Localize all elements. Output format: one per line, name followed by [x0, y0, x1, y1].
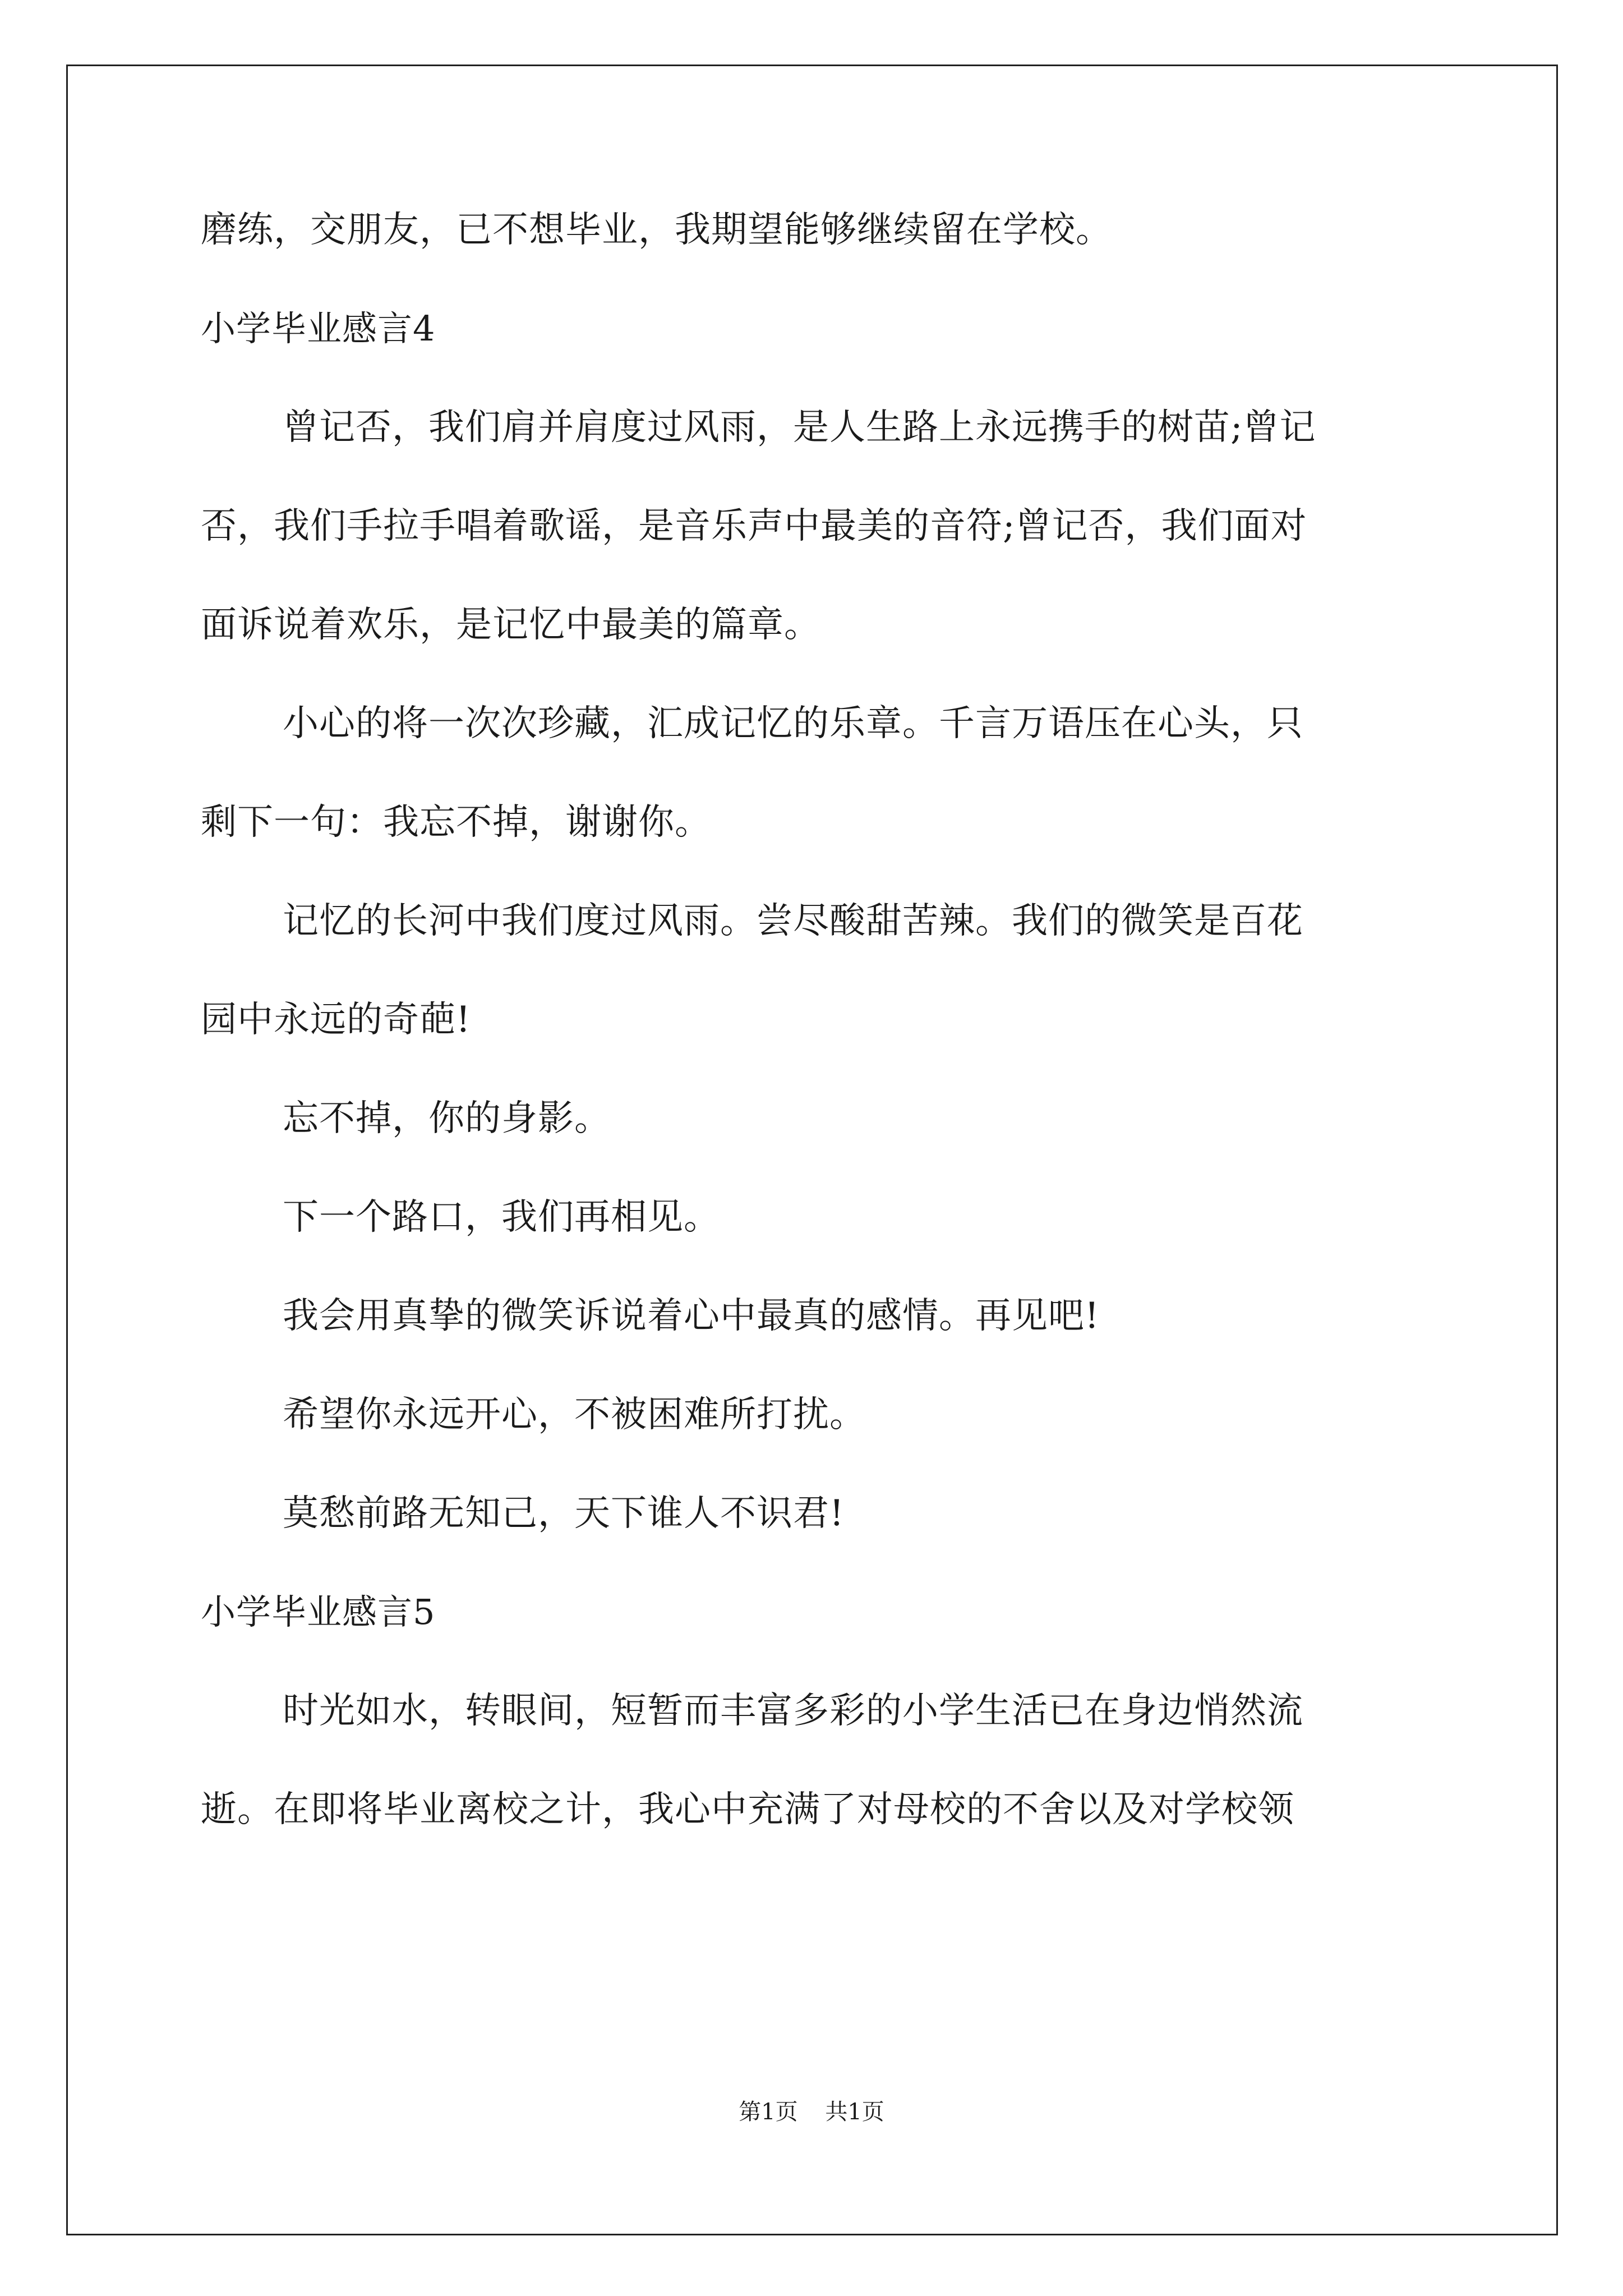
body-line: 下一个路口，我们再相见。 [283, 1197, 720, 1238]
body-line: 希望你永远开心，不被困难所打扰。 [283, 1394, 866, 1435]
body-line: 记忆的长河中我们度过风雨。尝尽酸甜苦辣。我们的微笑是百花 [283, 900, 1303, 942]
page-footer [0, 2098, 1623, 2126]
section-heading: 小学毕业感言5 [201, 1591, 436, 1632]
body-line: 莫愁前路无知己，天下谁人不识君! [283, 1493, 845, 1534]
body-line: 否，我们手拉手唱着歌谣，是音乐声中最美的音符;曾记否，我们面对 [201, 505, 1307, 547]
body-line: 曾记否，我们肩并肩度过风雨，是人生路上永远携手的树苗;曾记 [283, 407, 1316, 448]
section-heading: 小学毕业感言4 [201, 308, 436, 349]
page-number-current: 第1页 [739, 2099, 798, 2125]
body-line: 面诉说着欢乐，是记忆中最美的篇章。 [201, 604, 820, 646]
body-line: 磨练，交朋友，已不想毕业，我期望能够继续留在学校。 [201, 209, 1112, 251]
page-number-total: 共1页 [825, 2099, 884, 2125]
body-line: 我会用真挚的微笑诉说着心中最真的感情。再见吧! [283, 1295, 1100, 1337]
body-line: 剩下一句：我忘不掉，谢谢你。 [201, 802, 711, 843]
body-line: 小心的将一次次珍藏，汇成记忆的乐章。千言万语压在心头，只 [283, 703, 1303, 744]
body-line: 逝。在即将毕业离校之计，我心中充满了对母校的不舍以及对学校领 [201, 1789, 1294, 1830]
body-line: 忘不掉，你的身影。 [283, 1098, 611, 1139]
body-line: 时光如水，转眼间，短暂而丰富多彩的小学生活已在身边悄然流 [283, 1690, 1303, 1732]
body-line: 园中永远的奇葩! [201, 999, 471, 1041]
page-border [66, 65, 1558, 2235]
